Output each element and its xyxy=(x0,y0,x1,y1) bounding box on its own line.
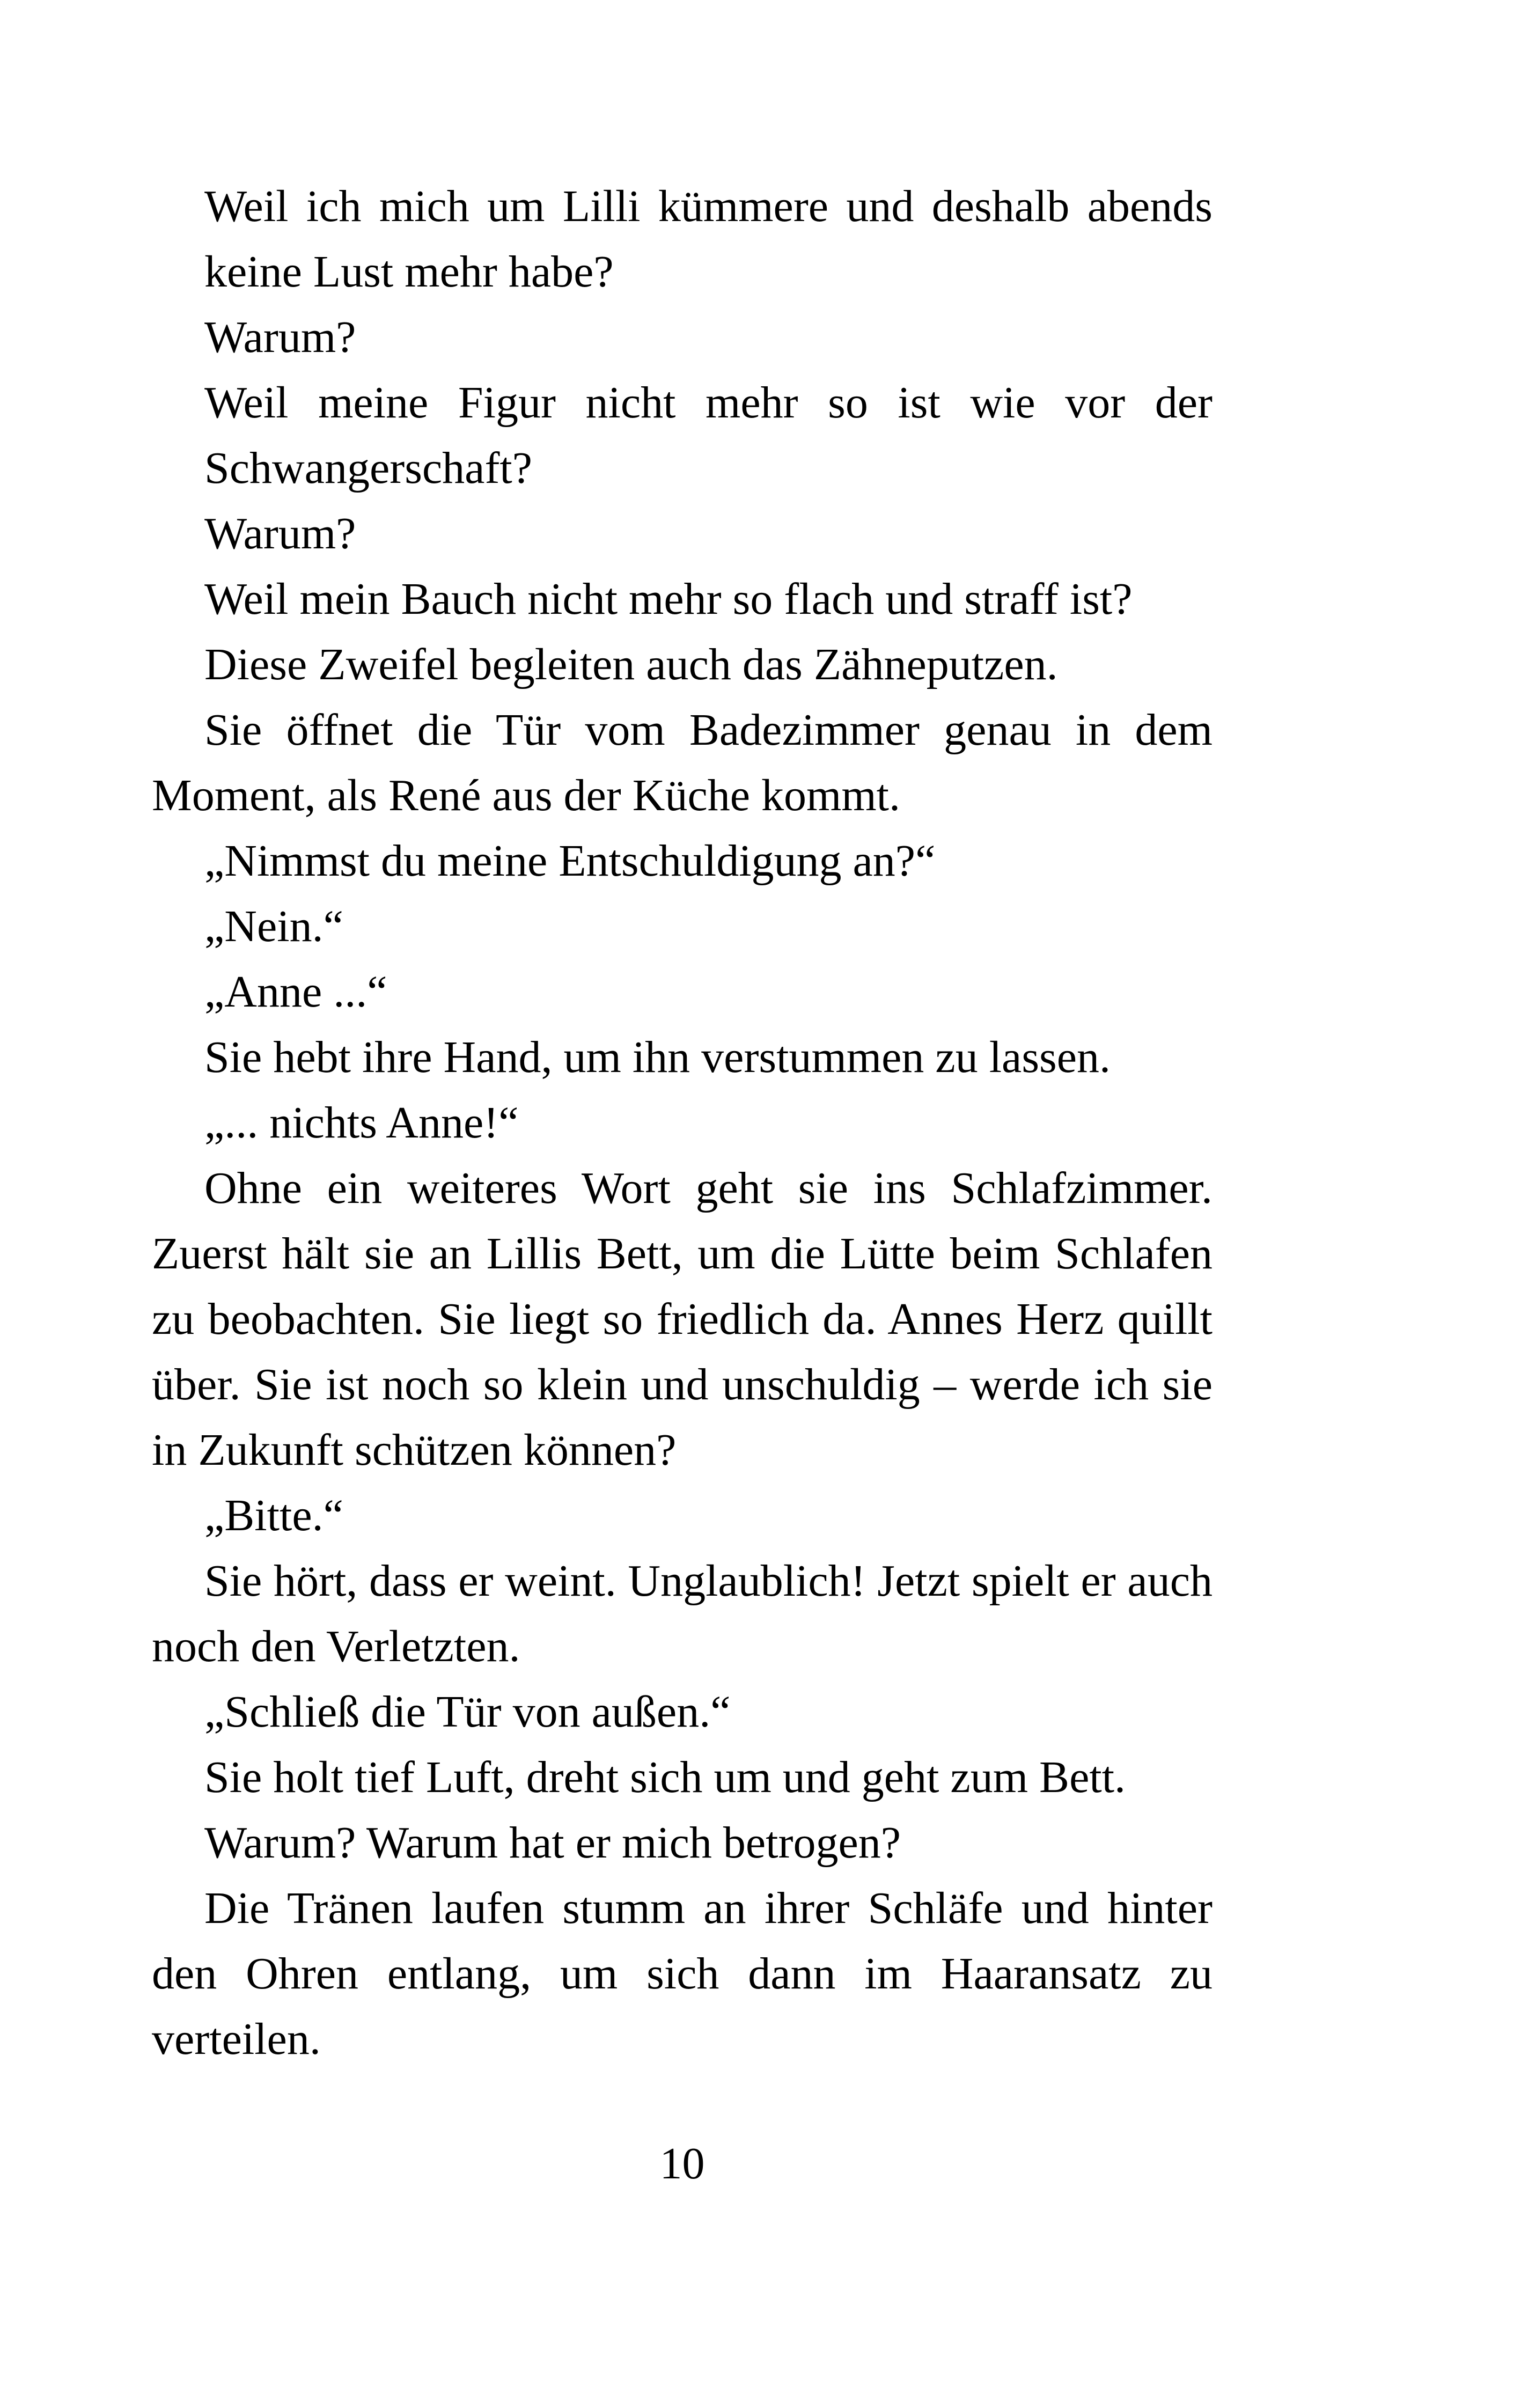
text-line: in Zukunft schützen können? xyxy=(152,1425,677,1475)
paragraph xyxy=(152,1548,1213,1679)
paragraph xyxy=(152,894,1213,959)
text-line: „Schließ die Tür von außen.“ xyxy=(204,1687,731,1737)
page-number: 10 xyxy=(659,2139,705,2189)
text-line: Warum? xyxy=(204,509,356,559)
paragraph xyxy=(152,1810,1213,1876)
text-line: Weil mein Bauch nicht mehr so flach und straff ist? xyxy=(204,574,1133,624)
text-line: noch den Verletzten. xyxy=(152,1621,520,1671)
text-line: Weil ich mich um Lilli kümmere und deshalb abends xyxy=(204,181,1213,231)
paragraph xyxy=(152,698,1213,828)
paragraph xyxy=(152,1483,1213,1548)
text-line: Zuerst hält sie an Lillis Bett, um die Lütte beim Schlafen xyxy=(152,1229,1213,1279)
paragraph xyxy=(152,828,1213,894)
text-line: Ohne ein weiteres Wort geht sie ins Schlafzimmer. xyxy=(204,1163,1213,1213)
text-line: verteilen. xyxy=(152,2014,321,2064)
paragraph xyxy=(152,1025,1213,1090)
paragraph xyxy=(152,1156,1213,1483)
text-line: „Bitte.“ xyxy=(204,1491,343,1540)
text-line: Sie hebt ihre Hand, um ihn verstummen zu lassen. xyxy=(204,1032,1111,1082)
text-line: Warum? xyxy=(204,312,356,362)
text-line: Die Tränen laufen stumm an ihrer Schläfe und hinter xyxy=(204,1883,1213,1933)
text-block xyxy=(152,174,1213,2072)
text-line: den Ohren entlang, um sich dann im Haaransatz zu xyxy=(152,1949,1213,1999)
paragraph xyxy=(152,1745,1213,1810)
paragraph xyxy=(152,174,1213,305)
text-line: Sie holt tief Luft, dreht sich um und geht zum Bett. xyxy=(204,1752,1126,1802)
text-line: Sie öffnet die Tür vom Badezimmer genau in dem xyxy=(204,705,1213,755)
text-line: Moment, als René aus der Küche kommt. xyxy=(152,770,901,820)
paragraph xyxy=(152,1876,1213,2072)
text-line: keine Lust mehr habe? xyxy=(204,247,614,297)
text-line: zu beobachten. Sie liegt so friedlich da. Annes Herz quillt xyxy=(152,1294,1213,1344)
text-line: „Nein.“ xyxy=(204,901,343,951)
text-line: Sie hört, dass er weint. Unglaublich! Jetzt spielt er auch xyxy=(204,1556,1213,1606)
paragraph xyxy=(152,501,1213,567)
paragraph xyxy=(152,305,1213,370)
paragraph xyxy=(152,959,1213,1025)
paragraph xyxy=(152,1090,1213,1156)
text-line: „Nimmst du meine Entschuldigung an?“ xyxy=(204,836,936,886)
paragraph xyxy=(152,567,1213,632)
text-line: Warum? Warum hat er mich betrogen? xyxy=(204,1818,901,1868)
text-line: Schwangerschaft? xyxy=(204,443,533,493)
text-line: „... nichts Anne!“ xyxy=(204,1098,519,1148)
paragraph xyxy=(152,370,1213,501)
text-line: über. Sie ist noch so klein und unschuldig – werde ich sie xyxy=(152,1360,1213,1409)
text-line: Weil meine Figur nicht mehr so ist wie vor der xyxy=(204,378,1213,428)
text-line: „Anne ...“ xyxy=(204,967,387,1017)
text-line: Diese Zweifel begleiten auch das Zähneputzen. xyxy=(204,640,1058,689)
paragraph xyxy=(152,1679,1213,1745)
paragraph xyxy=(152,632,1213,698)
